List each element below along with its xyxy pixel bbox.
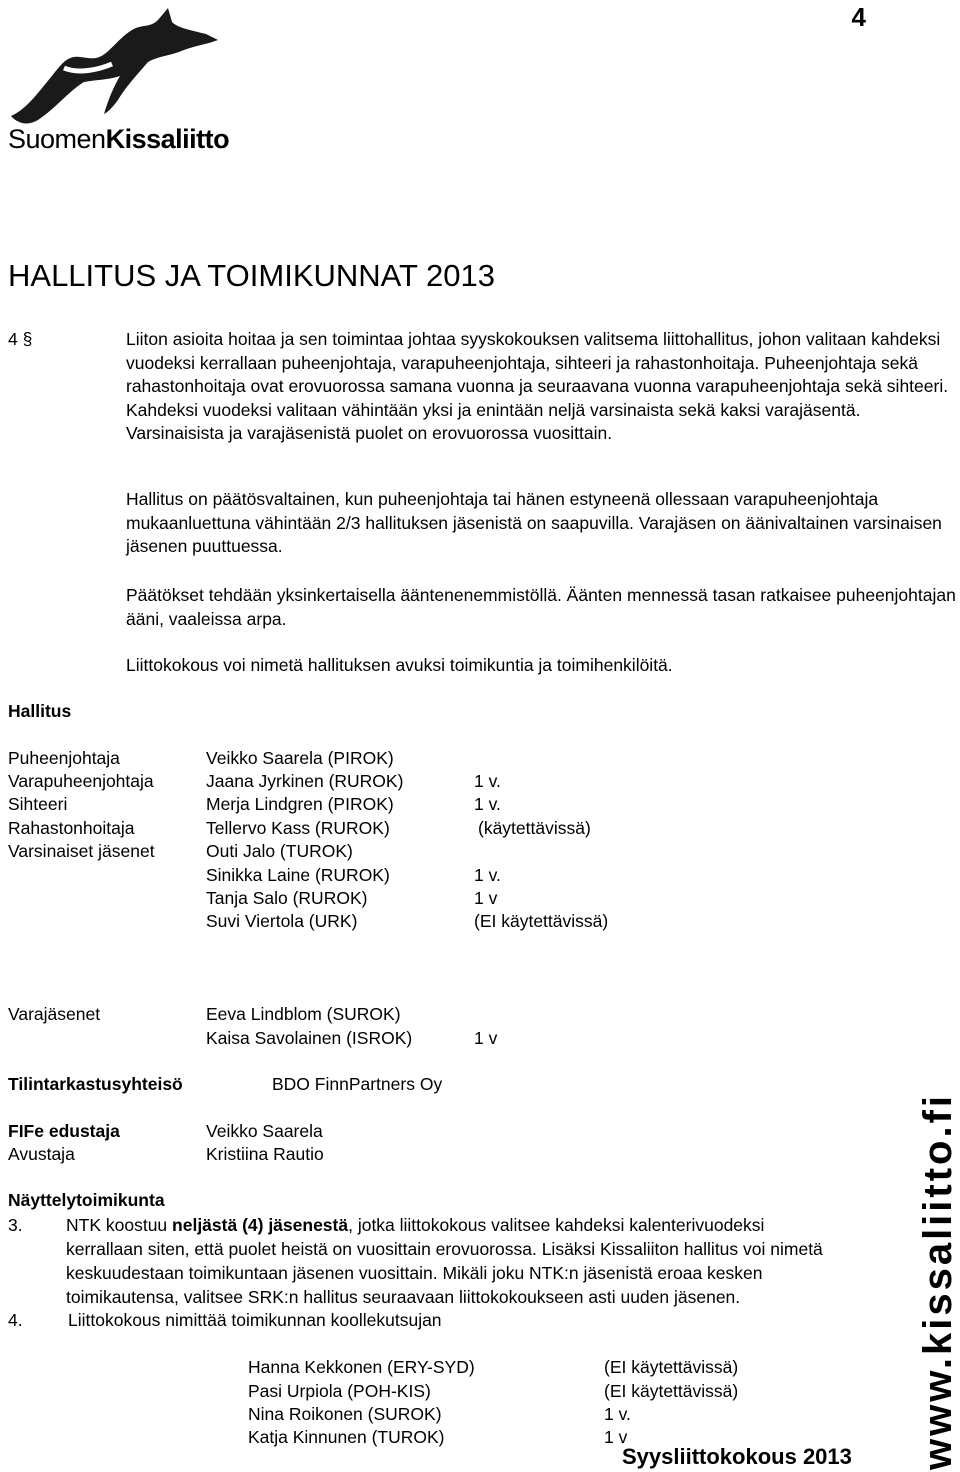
- section-paragraph-2: Hallitus on päätösvaltainen, kun puheenjohtaja tai hänen estyneenä ollessaan varapuheenjohtaja mukaanluettuna vähintään 2/3 hallituksen jäsenistä on saapuvilla. Varajäsen on äänivaltainen varsinaisen jäsenen puuttuessa.: [126, 489, 942, 556]
- hallitus-member-note: 1 v.: [474, 865, 501, 885]
- hallitus-member-name: Outi Jalo (TUROK): [206, 841, 353, 861]
- fife-label: FIFe edustaja: [8, 1121, 120, 1141]
- website-watermark: www.kissaliitto.fi: [916, 1092, 960, 1470]
- hallitus-member-name: Tanja Salo (RUROK): [206, 888, 368, 908]
- section-number: 4 §: [8, 329, 33, 349]
- nayttely-item3-line4: toimikautensa, valitsee SRK:n hallitus seuraavaan liittokokoukseen asti uuden jäsenen.: [66, 1287, 741, 1307]
- hallitus-role: Varsinaiset jäsenet: [8, 841, 155, 861]
- avustaja-label: Avustaja: [8, 1144, 75, 1164]
- hallitus-member-name: Jaana Jyrkinen (RUROK): [206, 771, 404, 791]
- hallitus-member-name: Tellervo Kass (RUROK): [206, 818, 390, 838]
- section-paragraph-3: Päätökset tehdään yksinkertaisella ääntenenemmistöllä. Äänten mennessä tasan ratkaisee puheenjohtajan ääni, vaaleissa arpa.: [126, 585, 956, 629]
- list-number: 4.: [8, 1310, 23, 1330]
- page-number: 4: [851, 2, 866, 32]
- varajasen-note: 1 v: [474, 1028, 498, 1048]
- hallitus-role: Puheenjohtaja: [8, 748, 120, 768]
- list-number: 3.: [8, 1215, 23, 1235]
- varajasenet-label: Varajäsenet: [8, 1004, 101, 1024]
- ntk-member-note: 1 v.: [604, 1404, 631, 1424]
- ntk-member-name: Hanna Kekkonen (ERY-SYD): [248, 1357, 475, 1377]
- section-paragraph-4: Liittokokous voi nimetä hallituksen avuksi toimikuntia ja toimihenkilöitä.: [126, 655, 673, 675]
- footer-title: Syysliittokokous 2013: [622, 1444, 852, 1469]
- hallitus-member-name: Suvi Viertola (URK): [206, 911, 358, 931]
- nayttely-item3-line1: [66, 1214, 764, 1237]
- hallitus-role: Rahastonhoitaja: [8, 818, 135, 838]
- hallitus-member-note: 1 v.: [474, 771, 501, 791]
- hallitus-member-name: Veikko Saarela (PIROK): [206, 748, 394, 768]
- hallitus-member-name: Sinikka Laine (RUROK): [206, 865, 390, 885]
- varajasen-name: Kaisa Savolainen (ISROK): [206, 1028, 413, 1048]
- nayttely-item3-bold: neljästä (4) jäsenestä: [172, 1215, 349, 1235]
- ntk-member-name: Nina Roikonen (SUROK): [248, 1404, 442, 1424]
- nayttely-item3-post: , jotka liittokokous valitsee kahdeksi kalenterivuodeksi: [348, 1215, 765, 1235]
- nayttely-item3-pre: NTK koostuu: [66, 1215, 173, 1235]
- nayttely-item3-line2: kerrallaan siten, että puolet heistä on vuosittain erovuorossa. Lisäksi Kissaliiton hallitus voi nimetä: [66, 1239, 823, 1259]
- nayttely-item4-text: Liittokokous nimittää toimikunnan koollekutsujan: [68, 1310, 442, 1330]
- tilintarkastus-value: BDO FinnPartners Oy: [272, 1074, 443, 1094]
- ntk-member-note: (EI käytettävissä): [604, 1357, 739, 1377]
- varajasen-name: Eeva Lindblom (SUROK): [206, 1004, 401, 1024]
- tilintarkastus-label: Tilintarkastusyhteisö: [8, 1074, 183, 1094]
- ntk-member-name: Pasi Urpiola (POH-KIS): [248, 1381, 431, 1401]
- ntk-member-note: 1 v: [604, 1427, 628, 1447]
- logo-name-part2: Kissaliitto: [105, 124, 230, 154]
- nayttely-heading: Näyttelytoimikunta: [8, 1190, 165, 1210]
- hallitus-member-note: 1 v.: [474, 794, 501, 814]
- logo-wordmark: [8, 124, 229, 155]
- hallitus-heading: Hallitus: [8, 701, 72, 721]
- avustaja-value: Kristiina Rautio: [206, 1144, 324, 1164]
- hallitus-role: Varapuheenjohtaja: [8, 771, 154, 791]
- ntk-member-name: Katja Kinnunen (TUROK): [248, 1427, 445, 1447]
- hallitus-member-note: (EI käytettävissä): [474, 911, 609, 931]
- nayttely-item3-line3: keskuudestaan toimikuntaan jäsenen vuosittain. Mikäli joku NTK:n jäsenistä eroaa kesken: [66, 1263, 763, 1283]
- hallitus-member-note: (käytettävissä): [478, 818, 591, 838]
- page-title: HALLITUS JA TOIMIKUNNAT 2013: [8, 258, 495, 293]
- hallitus-member-name: Merja Lindgren (PIROK): [206, 794, 394, 814]
- logo-name-part1: Suomen: [8, 124, 106, 154]
- hallitus-role: Sihteeri: [8, 794, 68, 814]
- fife-value: Veikko Saarela: [206, 1121, 323, 1141]
- section-paragraph-1: Liiton asioita hoitaa ja sen toimintaa johtaa syyskokouksen valitsema liittohallitus, johon valitaan kahdeksi vuodeksi kerrallaan puheenjohtaja, varapuheenjohtaja, sihteeri ja rahastonhoitaja. Puheenjohtaja sekä rahastonhoitaja ovat erovuorossa samana vuonna ja seuraavana vuonna varapuheenjohtaja sekä sihteeri. Kahdeksi vuodeksi valitaan vähintään yksi ja enintään neljä varsinaista sekä kaksi varajäsentä. Varsinaisista ja varajäsenistä puolet on erovuorossa vuosittain.: [126, 329, 949, 443]
- ntk-member-note: (EI käytettävissä): [604, 1381, 739, 1401]
- hallitus-member-note: 1 v: [474, 888, 498, 908]
